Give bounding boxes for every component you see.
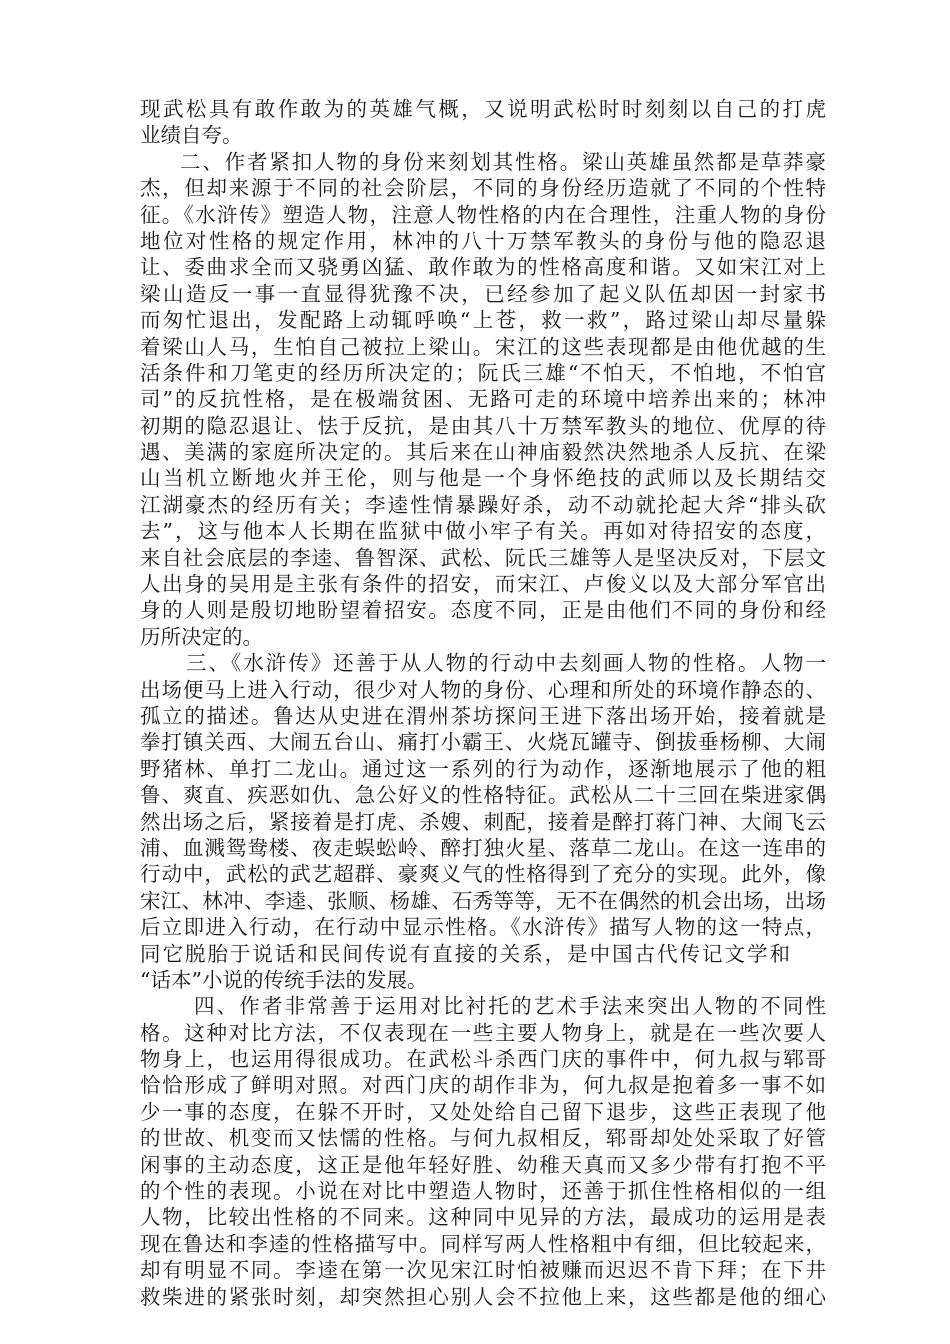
text-line: 人出身的吴用是主张有条件的招安，而宋江、卢俊义以及大部分军官出: [140, 572, 826, 597]
text-line: 少一事的态度，在躲不开时，又处处给自己留下退步，这些正表现了他: [140, 1099, 826, 1124]
text-line: 的个性的表现。小说在对比中塑造人物时，还善于抓住性格相似的一组: [140, 1179, 826, 1204]
text-line: 四、作者非常善于运用对比衬托的艺术手法来突出人物的不同性: [194, 994, 826, 1019]
text-line: 遇、美满的家庭所决定的。其后来在山神庙毅然决然地杀人反抗、在梁: [140, 440, 826, 465]
text-line: 物身上，也运用得很成功。在武松斗杀西门庆的事件中，何九叔与郓哥: [140, 1047, 826, 1072]
text-line: 然出场之后，紧接着是打虎、杀嫂、刺配，接着是醉打蒋门神、大闹飞云: [140, 809, 826, 834]
text-line: 人物，比较出性格的不同来。这种同中见异的方法，最成功的运用是表: [140, 1205, 826, 1230]
text-line: 历所决定的。: [140, 624, 263, 649]
paragraph-continuation: [140, 96, 826, 149]
text-line: 业绩自夸。: [140, 123, 243, 148]
text-line: 拳打镇关西、大闹五台山、痛打小霸王、火烧瓦罐寺、倒拔垂杨柳、大闹: [140, 730, 826, 755]
text-line: 鲁、爽直、疾恶如仇、急公好义的性格特征。武松从二十三回在柴进家偶: [140, 783, 826, 808]
text-line: 恰恰形成了鲜明对照。对西门庆的胡作非为，何九叔是抱着多一事不如: [140, 1073, 826, 1098]
document-page: [140, 96, 826, 1310]
text-line: 闲事的主动态度，这正是他年轻好胜、幼稚天真而又多少带有打抱不平: [140, 1152, 826, 1177]
text-line: 身的人则是殷切地盼望着招安。态度不同，正是由他们不同的身份和经: [140, 598, 826, 623]
text-line: 浦、血溅鸳鸯楼、夜走蜈蚣岭、醉打独火星、落草二龙山。在这一连串的: [140, 835, 826, 860]
text-line: 三、《水浒传》还善于从人物的行动中去刻画人物的性格。人物一: [186, 651, 826, 676]
text-line: 格。这种对比方法，不仅表现在一些主要人物身上，就是在一些次要人: [140, 1020, 826, 1045]
text-line: 来自社会底层的李逵、鲁智深、武松、阮氏三雄等人是坚决反对，下层文: [140, 545, 826, 570]
text-line: 现武松具有敢作敢为的英雄气概，又说明武松时时刻刻以自己的打虎: [140, 97, 826, 121]
text-line: 去”，这与他本人长期在监狱中做小牢子有关。再如对待招安的态度，: [140, 519, 826, 544]
text-line: 行动中，武松的武艺超群、豪爽义气的性格得到了充分的实现。此外，像: [140, 862, 826, 887]
text-line: 现在鲁达和李逵的性格描写中。同样写两人性格粗中有细，但比较起来，: [140, 1231, 826, 1256]
text-line: 征。《水浒传》塑造人物，注意人物性格的内在合理性，注重人物的身份: [140, 202, 826, 227]
text-line: 宋江、林冲、李逵、张顺、杨雄、石秀等等，无不在偶然的机会出场，出场: [140, 888, 826, 913]
text-line: 却有明显不同。李逵在第一次见宋江时怕被赚而迟迟不肯下拜；在下井: [140, 1258, 826, 1283]
text-line: 司”的反抗性格，是在极端贫困、无路可走的环境中培养出来的；林冲: [140, 387, 826, 412]
text-line: 杰，但却来源于不同的社会阶层，不同的身份经历造就了不同的个性特: [140, 176, 826, 201]
paragraph-action: [140, 650, 826, 993]
text-line: “话本”小说的传统手法的发展。: [140, 967, 428, 992]
text-line: 梁山造反一事一直显得犹豫不决，已经参加了起义队伍却因一封家书: [140, 281, 826, 306]
text-line: 孤立的描述。鲁达从史进在渭州茶坊探问王进下落出场开始，接着就是: [140, 703, 826, 728]
text-line: 让、委曲求全而又骁勇凶猛、敢作敢为的性格高度和谐。又如宋江对上: [140, 255, 826, 280]
paragraph-contrast: [140, 993, 826, 1310]
text-line: 救柴进的紧张时刻，却突然担心别人会不拉他上来，这些都是他的细心: [140, 1284, 826, 1309]
text-line: 而匆忙退出，发配路上动辄呼唤“上苍，救一救”，路过梁山却尽量躲: [140, 308, 826, 333]
text-line: 活条件和刀笔吏的经历所决定的；阮氏三雄“不怕天，不怕地，不怕官: [140, 360, 826, 385]
text-line: 着梁山人马，生怕自己被拉上梁山。宋江的这些表现都是由他优越的生: [140, 334, 826, 359]
text-line: 地位对性格的规定作用，林冲的八十万禁军教头的身份与他的隐忍退: [140, 228, 826, 253]
text-line: 二、作者紧扣人物的身份来刻划其性格。梁山英雄虽然都是草莽豪: [180, 149, 826, 174]
text-line: 出场便马上进入行动，很少对人物的身份、心理和所处的环境作静态的、: [140, 677, 826, 702]
text-line: 山当机立断地火并王伦，则与他是一个身怀绝技的武师以及长期结交: [140, 466, 826, 491]
text-line: 同它脱胎于说话和民间传说有直接的关系，是中国古代传记文学和: [140, 941, 790, 966]
text-line: 的世故、机变而又怯懦的性格。与何九叔相反，郓哥却处处采取了好管: [140, 1126, 826, 1151]
text-line: 后立即进入行动，在行动中显示性格。《水浒传》描写人物的这一特点，: [140, 915, 826, 940]
paragraph-identity: [140, 149, 826, 650]
text-line: 野猪林、单打二龙山。通过这一系列的行为动作，逐渐地展示了他的粗: [140, 756, 826, 781]
text-line: 初期的隐忍退让、怯于反抗，是由其八十万禁军教头的地位、优厚的待: [140, 413, 826, 438]
text-line: 江湖豪杰的经历有关；李逵性情暴躁好杀，动不动就抡起大斧“排头砍: [140, 492, 826, 517]
